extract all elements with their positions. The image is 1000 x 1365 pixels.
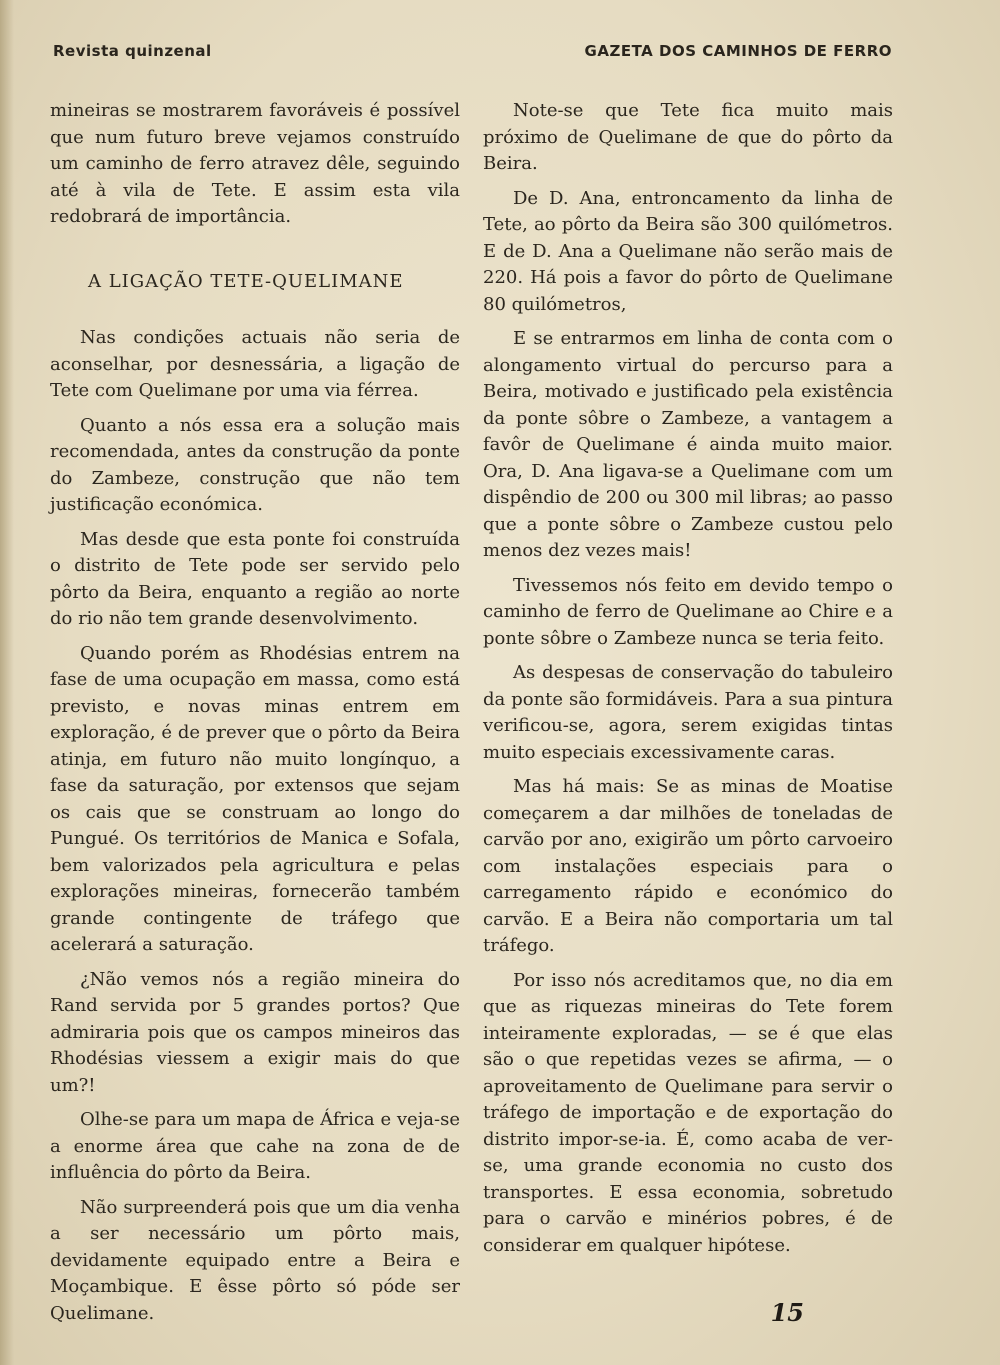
intro-paragraph: mineiras se mostrarem favoráveis é possível que num futuro breve vejamos construído um caminho de ferro atravez dêle, seguindo até à vila de Tete. E assim esta vila redobrará de importância. bbox=[50, 100, 460, 227]
paragraph: Tivessemos nós feito em devido tempo o caminho de ferro de Quelimane ao Chire e a ponte sôbre o Zambeze nunca se teria feito. bbox=[483, 574, 893, 649]
header-right: GAZETA DOS CAMINHOS DE FERRO bbox=[584, 42, 892, 60]
section-heading: A LIGAÇÃO TETE-QUELIMANE bbox=[88, 270, 404, 292]
paragraph: As despesas de conservação do tabuleiro da ponte são formidáveis. Para a sua pintura verificou-se, agora, serem exigidas tintas muito especiais excessivamente caras. bbox=[483, 662, 893, 763]
header-left: Revista quinzenal bbox=[53, 42, 212, 60]
page-number: 15 bbox=[770, 1298, 804, 1327]
left-column bbox=[50, 98, 460, 1335]
paragraph: Não surpreenderá pois que um dia venha a ser necessário um pôrto mais, devidamente equipado entre a Beira e Moçambique. E êsse pôrto só póde ser Quelimane. bbox=[50, 1196, 460, 1324]
paragraph: Mas desde que esta ponte foi construída o distrito de Tete pode ser servido pelo pôrto da Beira, enquanto a região ao norte do rio não tem grande desenvolvimento. bbox=[50, 528, 460, 629]
paragraph: De D. Ana, entroncamento da linha de Tete, ao pôrto da Beira são 300 quilómetros. E de D. Ana a Quelimane não serão mais de 220. Há pois a favor do pôrto de Quelimane 80 quilómetros, bbox=[483, 187, 893, 315]
paragraph: Nas condições actuais não seria de aconselhar, por desnessária, a ligação de Tete com Quelimane por uma via férrea. bbox=[50, 327, 460, 401]
paragraph: Por isso nós acreditamos que, no dia em que as riquezas mineiras do Tete forem inteiramente exploradas, — se é que elas são o que repetidas vezes se afirma, — o aproveitamento de Quelimane para servir o tráfego de importação e de exportação do distrito impor-se-ia. É, como acaba de ver-se, uma grande economia no custo dos transportes. E essa economia, sobretudo para o carvão e minérios pobres, é de considerar em qualquer hipótese. bbox=[483, 969, 893, 1256]
binding-shadow bbox=[0, 0, 14, 1365]
paragraph: Mas há mais: Se as minas de Moatise começarem a dar milhões de toneladas de carvão por ano, exigirão um pôrto carvoeiro com instalações especiais para o carregamento rápido e económico do carvão. E a Beira não comportaria um tal tráfego. bbox=[483, 776, 893, 956]
right-column bbox=[483, 98, 893, 1267]
paragraph: Quando porém as Rhodésias entrem na fase de uma ocupação em massa, como está previsto, e novas minas entrem em exploração, é de prever que o pôrto da Beira atinja, em futuro não muito longínquo, a fase da saturação, por extensos que sejam os cais que se construam ao longo do Pungué. Os territórios de Manica e Sofala, bem valorizados pela agricultura e pelas explorações mineiras, fornecerão também grande contingente de tráfego que acelerará a saturação. bbox=[50, 642, 460, 955]
paragraph: E se entrarmos em linha de conta com o alongamento virtual do percurso para a Beira, motivado e justificado pela existência da ponte sôbre o Zambeze, a vantagem a favôr de Quelimane é ainda muito maior. Ora, D. Ana ligava-se a Quelimane com um dispêndio de 200 ou 300 mil libras; ao passo que a ponte sôbre o Zambeze custou pelo menos dez vezes mais! bbox=[483, 328, 893, 561]
paragraph: Quanto a nós essa era a solução mais recomendada, antes da construção da ponte do Zambeze, construção que não tem justificação económica. bbox=[50, 414, 460, 515]
paragraph: Note-se que Tete fica muito mais próximo de Quelimane de que do pôrto da Beira. bbox=[483, 100, 893, 174]
paragraph: ¿Não vemos nós a região mineira do Rand servida por 5 grandes portos? Que admiraria pois que os campos mineiros das Rhodésias viessem a exigir mais do que um?! bbox=[50, 968, 460, 1096]
paragraph: Olhe-se para um mapa de África e veja-se a enorme área que cahe na zona de de influência do pôrto da Beira. bbox=[50, 1109, 460, 1183]
